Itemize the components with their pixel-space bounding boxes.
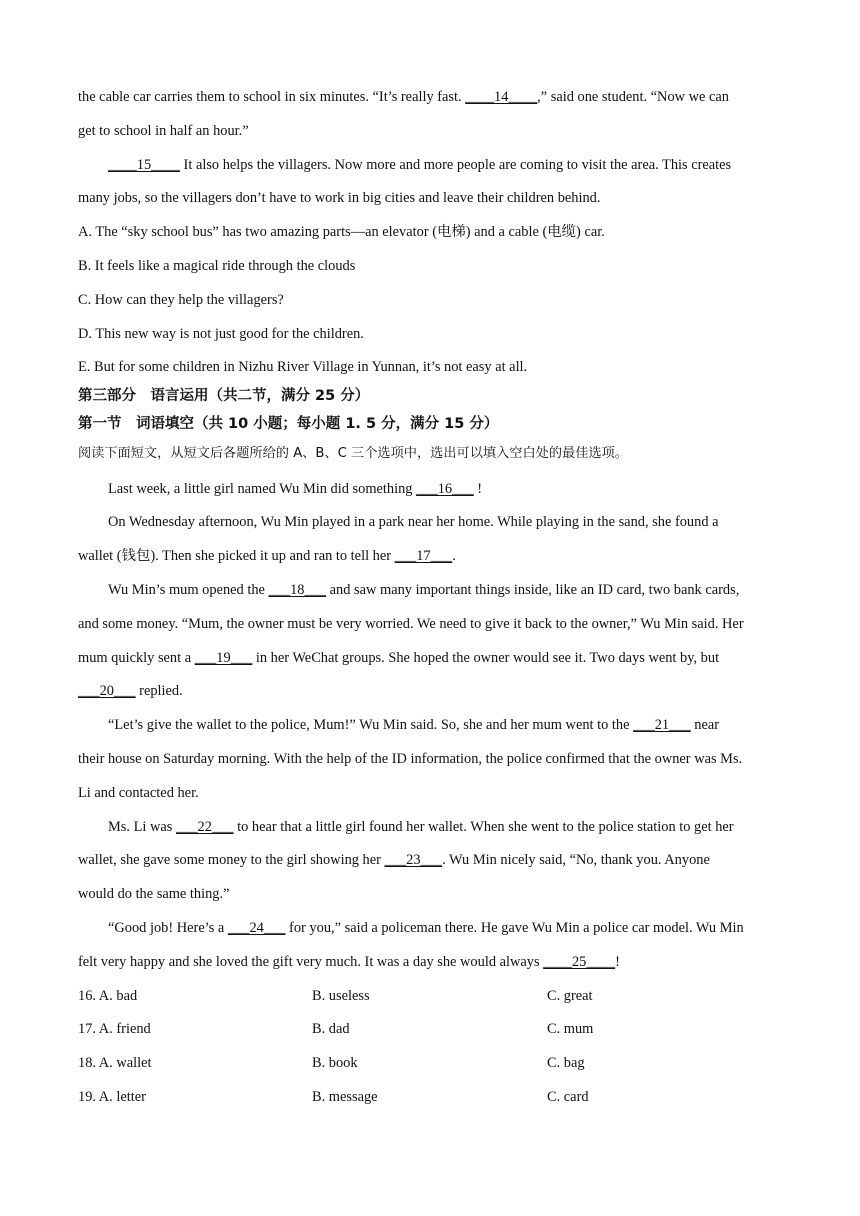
passage-text: wallet, she gave some money to the girl showing her: [78, 852, 385, 868]
passage-line: On Wednesday afternoon, Wu Min played in a park near her home. While playing in the sand, she found a: [108, 514, 719, 530]
option-b: B. It feels like a magical ride through the clouds: [78, 258, 356, 274]
passage-line: [108, 817, 734, 837]
passage-text: !: [615, 954, 620, 970]
blank-22[interactable]: ___22___: [175, 819, 234, 835]
option-a: A. The “sky school bus” has two amazing parts—an elevator (电梯) and a cable (电缆) car.: [78, 224, 605, 240]
reading-text: the cable car carries them to school in six minutes. “It’s really fast.: [78, 89, 466, 105]
passage-text: wallet (钱包). Then she picked it up and ran to tell her: [78, 548, 395, 564]
blank-17[interactable]: ___17___: [394, 548, 453, 564]
question-19-option-c[interactable]: C. card: [547, 1089, 589, 1105]
passage-text: .: [452, 548, 456, 564]
passage-text: felt very happy and she loved the gift very much. It was a day she would always: [78, 954, 544, 970]
passage-line: [78, 648, 719, 668]
blank-14[interactable]: ____14____: [465, 89, 538, 105]
section1-heading: 第一节 词语填空（共 10 小题；每小题 1. 5 分，满分 15 分）: [78, 416, 499, 432]
passage-text: “Let’s give the wallet to the police, Mum!” Wu Min said. So, she and her mum went to the: [108, 717, 634, 733]
passage-text: and saw many important things inside, like an ID card, two bank cards,: [326, 582, 740, 598]
blank-20[interactable]: ___20___: [78, 683, 136, 699]
blank-25[interactable]: ____25____: [543, 954, 616, 970]
blank-18[interactable]: ___18___: [268, 582, 327, 598]
passage-line: [78, 681, 183, 701]
passage-text: replied.: [135, 683, 183, 699]
passage-text: mum quickly sent a: [78, 650, 195, 666]
option-c: C. How can they help the villagers?: [78, 292, 284, 308]
reading-line-4: many jobs, so the villagers don’t have to work in big cities and leave their children behind.: [78, 190, 601, 206]
passage-text: Ms. Li was: [108, 819, 176, 835]
passage-text: to hear that a little girl found her wallet. When she went to the police station to get her: [233, 819, 734, 835]
passage-text: !: [473, 481, 483, 497]
passage-line: their house on Saturday morning. With the help of the ID information, the police confirmed that the owner was Ms.: [78, 751, 743, 767]
passage-text: in her WeChat groups. She hoped the owner would see it. Two days went by, but: [252, 650, 720, 666]
blank-21[interactable]: ___21___: [633, 717, 691, 733]
instruction-text: 阅读下面短文，从短文后各题所给的 A、B、C 三个选项中，选出可以填入空白处的最佳选项。: [78, 446, 628, 461]
reading-line-3: [108, 155, 731, 175]
passage-line: [78, 952, 620, 972]
question-16-option-b[interactable]: B. useless: [312, 988, 370, 1004]
passage-line: and some money. “Mum, the owner must be very worried. We need to give it back to the owner,” Wu Min said. Her: [78, 616, 744, 632]
passage-text: for you,” said a policeman there. He gave Wu Min a police car model. Wu Min: [285, 920, 744, 936]
passage-line: would do the same thing.”: [78, 886, 230, 902]
part3-heading: 第三部分 语言运用（共二节，满分 25 分）: [78, 388, 370, 404]
passage-line: [78, 546, 456, 566]
reading-text: It also helps the villagers. Now more and more people are coming to visit the area. This creates: [179, 157, 732, 173]
reading-line-2: get to school in half an hour.”: [78, 123, 249, 139]
question-16-option-c[interactable]: C. great: [547, 988, 593, 1004]
question-18-option-c[interactable]: C. bag: [547, 1055, 585, 1071]
question-17-option-a[interactable]: 17. A. friend: [78, 1021, 151, 1037]
passage-text: . Wu Min nicely said, “No, thank you. Anyone: [442, 852, 710, 868]
question-16-option-a[interactable]: 16. A. bad: [78, 988, 138, 1004]
passage-text: near: [690, 717, 720, 733]
question-17-option-c[interactable]: C. mum: [547, 1021, 594, 1037]
question-17-option-b[interactable]: B. dad: [312, 1021, 350, 1037]
question-19-option-a[interactable]: 19. A. letter: [78, 1089, 146, 1105]
passage-line: [108, 580, 739, 600]
reading-line-1: [78, 87, 729, 107]
blank-15[interactable]: ____15____: [108, 157, 180, 173]
passage-line: [108, 918, 744, 938]
blank-16[interactable]: ___16___: [416, 481, 474, 497]
reading-text: ,” said one student. “Now we can: [537, 89, 729, 105]
passage-text: Last week, a little girl named Wu Min did something: [108, 481, 417, 497]
passage-text: “Good job! Here’s a: [108, 920, 228, 936]
passage-line: [78, 850, 710, 870]
blank-24[interactable]: ___24___: [227, 920, 286, 936]
blank-19[interactable]: ___19___: [194, 650, 253, 666]
passage-line: [108, 715, 719, 735]
question-18-option-a[interactable]: 18. A. wallet: [78, 1055, 152, 1071]
question-18-option-b[interactable]: B. book: [312, 1055, 358, 1071]
passage-line: [108, 479, 482, 499]
option-e: E. But for some children in Nizhu River Village in Yunnan, it’s not easy at all.: [78, 359, 528, 375]
passage-text: Wu Min’s mum opened the: [108, 582, 269, 598]
question-19-option-b[interactable]: B. message: [312, 1089, 378, 1105]
passage-line: Li and contacted her.: [78, 785, 199, 801]
blank-23[interactable]: ___23___: [384, 852, 443, 868]
option-d: D. This new way is not just good for the children.: [78, 326, 364, 342]
